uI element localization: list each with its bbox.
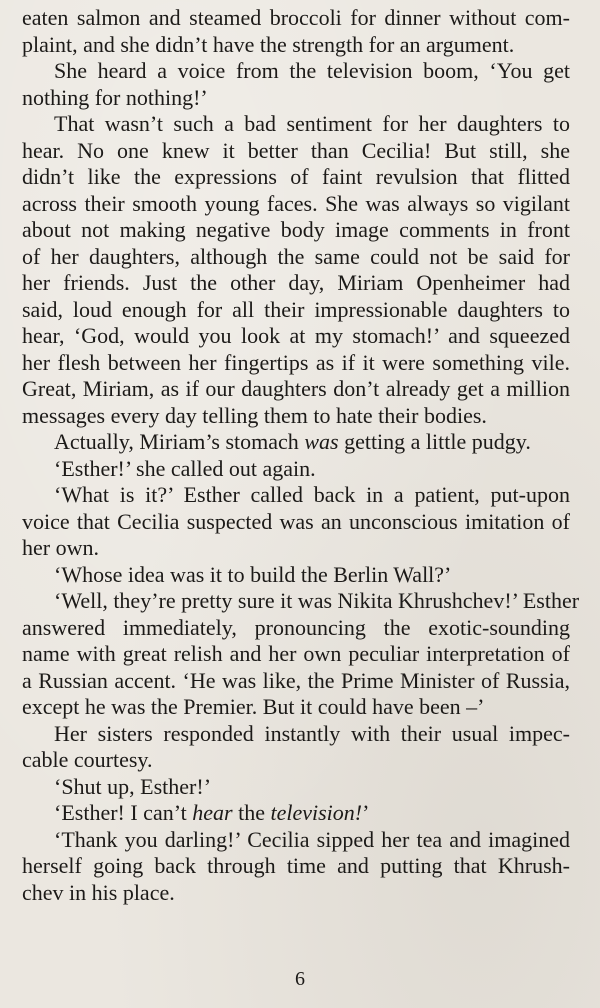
text-line: nothing for nothing!’ bbox=[22, 84, 208, 110]
text-line: her flesh between her fingertips as if it were something vile. bbox=[22, 349, 570, 375]
text-line: except he was the Premier. But it could have been –’ bbox=[22, 694, 485, 719]
text-line: She heard a voice from the television boom, ‘You get bbox=[54, 58, 570, 83]
text-line: ‘Esther!’ she called out again. bbox=[54, 455, 316, 481]
text-line: herself going back through time and putting that Khrush- bbox=[22, 853, 570, 878]
text-line: answered immediately, pronouncing the exotic-sounding bbox=[22, 614, 570, 640]
text-line: cable courtesy. bbox=[22, 747, 153, 772]
text-line: her friends. Just the other day, Miriam Openheimer had bbox=[22, 270, 570, 295]
text-line: Actually, Miriam’s stomach was getting a little pudgy. bbox=[54, 429, 531, 454]
text-line: voice that Cecilia suspected was an unconscious imitation of bbox=[22, 508, 570, 534]
text-line: name with great relish and her own peculiar interpretation of bbox=[22, 641, 570, 666]
text-line: hear. No one knew it better than Cecilia! But still, she bbox=[22, 137, 570, 163]
text-line: That wasn’t such a bad sentiment for her daughters to bbox=[54, 111, 570, 136]
text-line: across their smooth young faces. She was always so vigilant bbox=[22, 190, 570, 216]
text-line: Great, Miriam, as if our daughters don’t already get a million bbox=[22, 376, 570, 401]
text-line: ‘Esther! I can’t hear the television!’ bbox=[54, 800, 370, 825]
text-line: Her sisters responded instantly with their usual impec- bbox=[54, 720, 570, 746]
text-line: of her daughters, although the same could not be said for bbox=[22, 243, 570, 269]
text-line: hear, ‘God, would you look at my stomach!’ and squeezed bbox=[22, 323, 570, 348]
text-line: eaten salmon and steamed broccoli for dinner without com- bbox=[22, 5, 570, 30]
text-line: about not making negative body image comments in front bbox=[22, 217, 570, 242]
page-body-text bbox=[22, 5, 580, 906]
text-line: chev in his place. bbox=[22, 879, 175, 905]
text-line: said, loud enough for all their impressionable daughters to bbox=[22, 296, 570, 322]
text-line: ‘Well, they’re pretty sure it was Nikita Khrushchev!’ Esther bbox=[54, 588, 580, 613]
text-line: a Russian accent. ‘He was like, the Prime Minister of Russia, bbox=[22, 667, 570, 693]
page-number: 6 bbox=[295, 968, 305, 990]
text-line: didn’t like the expressions of faint revulsion that flitted bbox=[22, 164, 570, 189]
text-line: ‘What is it?’ Esther called back in a patient, put-upon bbox=[54, 482, 570, 507]
text-line: her own. bbox=[22, 535, 99, 560]
text-line: ‘Shut up, Esther!’ bbox=[54, 773, 212, 799]
text-line: messages every day telling them to hate their bodies. bbox=[22, 402, 487, 428]
text-line: ‘Whose idea was it to build the Berlin Wall?’ bbox=[54, 561, 452, 587]
text-line: plaint, and she didn’t have the strength for an argument. bbox=[22, 31, 515, 57]
text-line: ‘Thank you darling!’ Cecilia sipped her tea and imagined bbox=[54, 826, 570, 852]
